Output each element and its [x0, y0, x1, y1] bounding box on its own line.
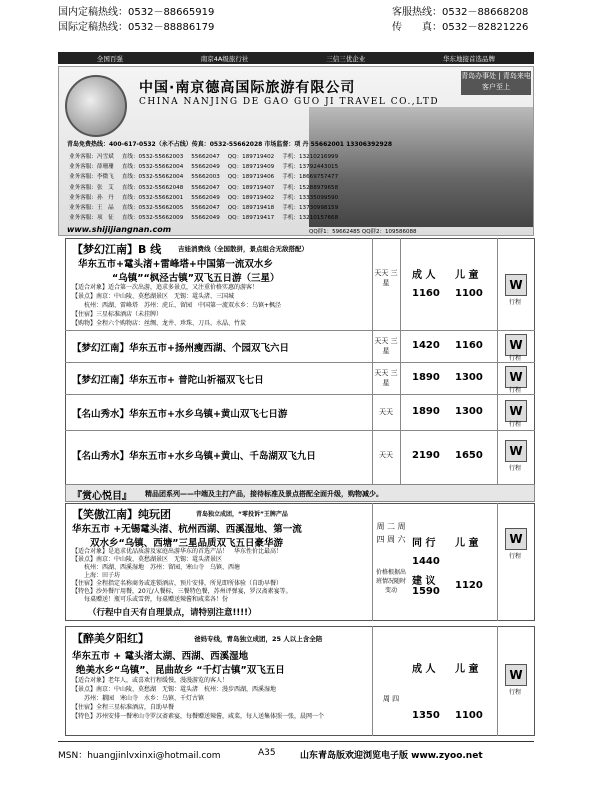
staff-row: [69, 204, 344, 212]
band-item: 三信三优企业: [326, 54, 366, 63]
qq-groups: QQ群1：59662485 QQ群2：109586088: [309, 229, 417, 235]
divider: [372, 503, 373, 621]
route-note: 【适合对象】是追求优品质游及家庭出游华东的首选产品！ 华东性价比最高！: [72, 548, 283, 555]
staff-cell: 业务客服：李微飞: [69, 174, 114, 181]
company-title: 中国·南京德高国际旅游有限公司: [139, 80, 356, 96]
route-note: 【景点】南京：中山陵、莫愁湖 无锡：鼋头渚 杭州：漫步西湖，西溪湿地: [72, 686, 277, 693]
office-badge: 青岛办事处 | 青岛来电 客户至上: [461, 71, 531, 95]
msn-contact: MSN：huangjinlvxinxi@hotmail.com: [58, 751, 221, 761]
route-title: 【笑傲江南】纯玩团: [72, 508, 171, 521]
itinerary-icon[interactable]: W: [505, 334, 527, 356]
staff-cell: 业务客服：冯雪斌: [69, 154, 114, 160]
website-link[interactable]: www.shijijiangnan.com: [67, 225, 172, 234]
staff-cell: 业务客服：王 晶: [69, 205, 114, 212]
staff-row: [69, 194, 344, 202]
banner-title: 『赏心悦目』: [72, 491, 132, 502]
adult-price: 2190: [412, 450, 440, 461]
departure-days: 天天 三星: [374, 369, 398, 387]
staff-cell: QQ：189719418: [227, 205, 275, 212]
adult-price: 1350: [412, 710, 440, 721]
staff-cell: 手机：13210216999: [282, 154, 339, 160]
company-header: [58, 66, 534, 236]
departure-days: 天天: [379, 451, 393, 459]
free-hotline: 青岛免费热线：400-617-0532（永不占线）传真：0532-55662028 市场监督：项 丹 55662001 13306392928: [67, 141, 392, 148]
route-note: 【住宿】全程三星标准酒店，自助早餐: [72, 704, 175, 711]
departure-days: 周 二 周 四 周 六: [376, 522, 406, 544]
staff-cell: 55662047: [191, 184, 220, 191]
staff-table: [67, 151, 346, 224]
child-price: 1650: [455, 450, 483, 461]
child-label: 儿 童: [455, 664, 479, 675]
departure-days: 天天 三星: [374, 337, 398, 355]
itinerary-label[interactable]: 行程: [509, 421, 522, 428]
staff-row: [69, 153, 344, 161]
company-subtitle: CHINA NANJING DE GAO GUO JI TRAVEL CO.,LTD: [139, 97, 440, 107]
divider: [372, 626, 373, 736]
staff-cell: 直线：0532-55662001: [121, 194, 184, 201]
band-item: 南京4A级旅行社: [200, 54, 249, 63]
promo-link[interactable]: 山东青岛版欢迎浏览电子版 www.zyoo.net: [300, 751, 483, 761]
route-line: “乌镇”“枫泾古镇”双飞五日游（三星）: [112, 273, 280, 284]
staff-cell: QQ：189719402: [227, 154, 275, 160]
child-price: 1300: [455, 372, 483, 383]
price-note: 价格根据出班情况随时变动: [375, 569, 406, 594]
adult-price: 1890: [412, 406, 440, 417]
itinerary-label[interactable]: 行程: [509, 689, 522, 696]
footer-rule: [58, 741, 534, 742]
route-tag: 爸妈专线，青岛独立成团，25 人以上含全陪: [194, 635, 323, 643]
child-price: 1100: [455, 710, 483, 721]
route-note: 杭州：西湖、雷峰塔 苏州：虎丘、留园 中国第一流双水乡：乌镇+枫泾: [72, 302, 282, 309]
staff-cell: 业务客服：孙 丹: [69, 194, 114, 201]
route-title: 【名山秀水】华东五市+水乡乌镇+黄山双飞七日游: [72, 409, 288, 420]
itinerary-label[interactable]: 行程: [509, 299, 522, 306]
itinerary-label[interactable]: 行程: [509, 355, 522, 362]
divider: [497, 238, 498, 500]
staff-cell: QQ：189719406: [227, 174, 275, 181]
child-label: 儿 童: [455, 538, 479, 549]
band-item: 全国百强: [96, 54, 123, 63]
divider: [400, 238, 401, 500]
staff-cell: 手机：15288979658: [282, 184, 339, 191]
itinerary-icon[interactable]: W: [505, 664, 527, 686]
row-divider: [65, 362, 535, 363]
route-line: 绝美水乡“乌镇”、昆曲故乡 “千灯古镇”双飞五日: [76, 665, 285, 676]
staff-cell: 55662049: [191, 194, 220, 201]
adult-price: 1160: [412, 288, 440, 299]
staff-cell: 直线：0532-55662003: [121, 154, 184, 160]
route-note: 【购物】全程六个购物店：丝绸、龙井、珍珠、刀具、水晶、竹炭: [72, 320, 247, 327]
route-note: 【特色】苏州安排一餐寒山寺罗汉斋素宴，每餐赠送辣酱，咸菜，每人送集体照一张，晨网一个: [72, 713, 325, 720]
route-note: 【适合对象】适合第一次出游，追求多景点，又注重价格实惠的游客！: [72, 284, 259, 291]
staff-cell: 直线：0532-55662004: [121, 174, 184, 181]
staff-row: [69, 184, 344, 192]
route-line: 双水乡“乌镇、西塘”三星品质双飞五日豪华游: [90, 538, 283, 549]
staff-cell: 手机：13335099590: [282, 194, 339, 201]
staff-cell: 直线：0532-55662005: [121, 205, 184, 212]
row-divider: [65, 394, 535, 395]
route-note: 【适合对象】老年人，或喜欢行程缓慢，漫漫游览的客人！: [72, 677, 229, 684]
child-price: 1160: [455, 340, 483, 351]
group-label: 同 行: [412, 538, 436, 549]
staff-cell: 55662003: [191, 174, 220, 181]
child-label: 儿 童: [455, 270, 479, 281]
route-line: 华东五市+鼋头渚+雷峰塔+中国第一流双水乡: [78, 259, 273, 270]
route-tag: 吉娃消费线（全国散拼，景点组合无敌搭配）: [178, 245, 308, 253]
suggest-price: 1590: [412, 586, 440, 597]
staff-cell: 手机：13792443015: [282, 164, 339, 171]
itinerary-icon[interactable]: W: [505, 274, 527, 296]
itinerary-label[interactable]: 行程: [509, 387, 522, 394]
staff-cell: QQ：189719402: [227, 194, 275, 201]
row-divider: [65, 330, 535, 331]
child-price: 1300: [455, 406, 483, 417]
divider: [372, 238, 373, 500]
staff-cell: 业务客服：项 征: [69, 215, 114, 222]
honor-band: [58, 52, 534, 64]
staff-row: [69, 163, 344, 171]
itinerary-icon[interactable]: W: [505, 400, 527, 422]
route-title: 【梦幻江南】华东五市+ 普陀山祈福双飞七日: [72, 375, 264, 386]
adult-price: 1420: [412, 340, 440, 351]
staff-row: [69, 173, 344, 181]
intl-hotline: 国际定稿热线：0532－88886179: [58, 22, 215, 33]
warning-note: （行程中自天有自理景点，请特别注意!!!!）: [88, 608, 257, 618]
staff-cell: 55662049: [191, 215, 220, 222]
staff-cell: 55662047: [191, 205, 220, 212]
route-title: 【梦幻江南】B 线: [72, 243, 162, 256]
staff-cell: 直线：0532-55662009: [121, 215, 184, 222]
staff-cell: 手机：13210157668: [282, 215, 339, 222]
departure-days: 天天: [379, 408, 393, 416]
adult-label: 成 人: [412, 664, 436, 675]
staff-cell: 55662049: [191, 164, 220, 171]
itinerary-label[interactable]: 行程: [509, 465, 522, 472]
group-price: 1440: [412, 556, 440, 567]
child-price: 1100: [455, 288, 483, 299]
route-note: 【景点】南京：中山陵、莫愁湖景区 无锡：鼋头渚、三国城: [72, 293, 235, 300]
banner-text: 精品团系列——中端及主打产品，接待标准及景点搭配全面升级，购物减少。: [145, 490, 383, 498]
adult-price: 1890: [412, 372, 440, 383]
staff-cell: QQ：189719407: [227, 184, 275, 191]
itinerary-icon[interactable]: W: [505, 366, 527, 388]
route-note: 【特色】沙外餐厅用餐，20元/人餐标，三餐特色餐，苏州评弹宴，罗汉斋素宴等。: [72, 588, 292, 595]
service-hotline: 客服热线：0532－88668208: [392, 7, 529, 18]
route-note: 杭州：西湖、西溪湿地 苏州：留园、寒山寺 乌镇、西塘: [72, 564, 241, 571]
staff-cell: 55662047: [191, 154, 220, 160]
route-note: 【住宿】三星标准酒店（未挂牌）: [72, 311, 163, 318]
route-note: 上海：田子坊: [72, 572, 121, 579]
route-line: 华东五市 + 鼋头渚太湖、西湖、西溪湿地: [72, 651, 249, 662]
row-divider: [65, 430, 535, 431]
itinerary-icon[interactable]: W: [505, 528, 527, 550]
suggest-label: 建 议: [412, 576, 436, 587]
itinerary-label[interactable]: 行程: [509, 553, 522, 560]
route-note: 每桌赠送！瓶可乐或雪碧，每桌赠送辣酱和咸菜各！份: [72, 596, 229, 603]
route-note: 【住宿】全程指定名称商务或连锁酒店，预片安排，所见即所体验（自助早餐）: [72, 580, 283, 587]
band-item: 华东地接首选品牌: [443, 54, 496, 63]
staff-cell: 直线：0532-55662048: [121, 184, 184, 191]
child-price: 1120: [455, 580, 483, 591]
staff-row: [69, 214, 344, 222]
staff-cell: 直线：0532-55662004: [121, 164, 184, 171]
divider: [497, 503, 498, 621]
route-tag: 青岛独立成团，“零投诉”王牌产品: [196, 511, 288, 518]
route-line: 华东五市 +无锡鼋头渚、杭州西湖、西溪湿地、第一流: [72, 524, 302, 535]
fax-number: 传 真：0532－82821226: [392, 22, 529, 33]
route-title: 【醉美夕阳红】: [72, 632, 149, 645]
divider: [497, 626, 498, 736]
page-number: A35: [258, 748, 276, 758]
route-title: 【名山秀水】华东五市+水乡乌镇+黄山、千岛湖双飞九日: [72, 451, 316, 462]
domestic-hotline: 国内定稿热线：0532－88665919: [58, 7, 215, 18]
departure-days: 天天 三星: [374, 269, 398, 287]
route-title: 【梦幻江南】华东五市+扬州瘦西湖、个园双飞六日: [72, 343, 289, 354]
company-logo: [65, 75, 127, 137]
staff-cell: 业务客服：张 艾: [69, 184, 114, 191]
staff-cell: QQ：189719409: [227, 164, 275, 171]
departure-days: 周 四: [382, 695, 400, 703]
staff-cell: 手机：13730998159: [282, 205, 339, 212]
itinerary-icon[interactable]: W: [505, 440, 527, 462]
staff-cell: QQ：189719417: [227, 215, 275, 222]
route-note: 苏州：耦园 寒山寺 水乡：乌镇、千灯古镇: [72, 695, 205, 702]
adult-label: 成 人: [412, 270, 436, 281]
staff-cell: 业务客服：薛珊珊: [69, 164, 114, 171]
route-note: 【景点】南京：中山陵、莫愁湖景区 无锡：鼋头渚景区: [72, 556, 223, 563]
staff-cell: 手机：18669757477: [282, 174, 339, 181]
